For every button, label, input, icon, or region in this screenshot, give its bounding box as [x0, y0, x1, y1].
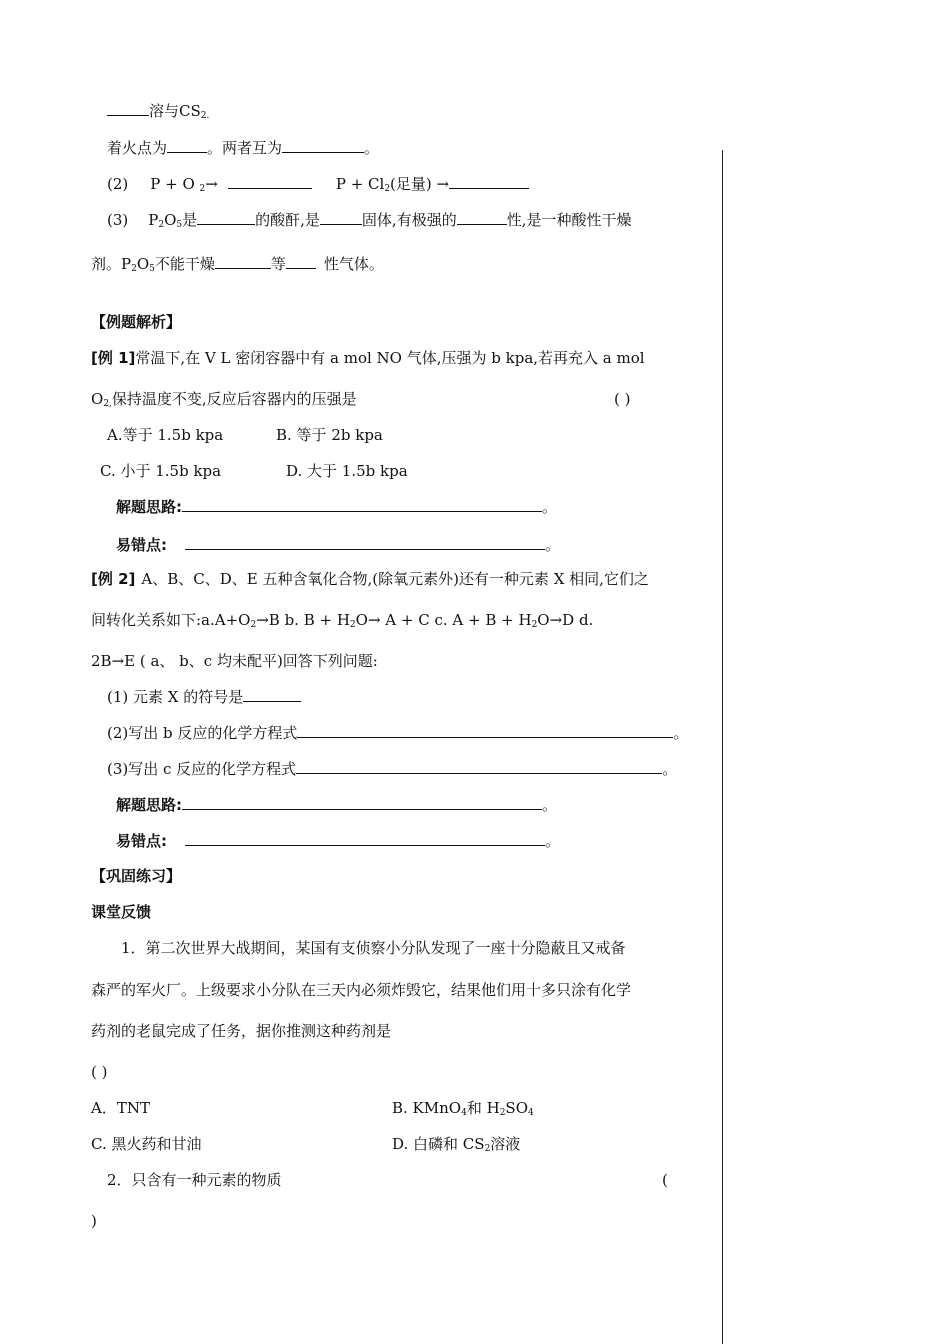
blank: [228, 174, 312, 189]
examples-heading: 【例题解析】: [91, 313, 182, 331]
problem-1-line-2: 森严的军火厂。上级要求小分队在三天内必须炸毁它，结果他们用十多只涂有化学: [91, 981, 632, 999]
error-line-1: 易错点: 。: [116, 536, 561, 554]
blank: [320, 210, 362, 225]
answer-paren: ( ): [614, 390, 631, 408]
blank: [167, 138, 207, 153]
blank: [286, 254, 316, 269]
choice-b: B. KMnO$_4$和 $H_2SO_4$: [392, 1099, 534, 1118]
option-d: D. 大于 1.5b kpa: [286, 462, 408, 480]
line-p2o5-dry: 剂。$P_2O_5$不能干燥 等 性气体。: [91, 255, 384, 274]
blank: [215, 254, 271, 269]
problem-2-paren-open: (: [662, 1171, 668, 1189]
problem-1-paren: ( ): [91, 1063, 108, 1081]
answer-blank: [297, 723, 673, 738]
question-1: (1) 元素 X 的符号是: [107, 687, 301, 707]
example-1-cont: $O_{2,}$保持温度不变,反应后容器内的压强是: [91, 390, 357, 409]
line-cs2: 溶与$CS_{2.}$: [107, 101, 209, 121]
option-a: A.等于 1.5b kpa: [107, 426, 224, 444]
blank: [197, 210, 255, 225]
answer-blank: [185, 831, 545, 846]
problem-1-line-3: 药剂的老鼠完成了任务，据你推测这种药剂是: [91, 1022, 392, 1040]
question-3: (3)写出 c 反应的化学方程式 。: [107, 760, 678, 778]
idea-line-1: 解题思路: 。: [116, 498, 558, 516]
line-ignition: 着火点为 。两者互为 。: [107, 139, 380, 157]
answer-blank: [243, 687, 301, 702]
example-2-reactions: 间转化关系如下$:a.A+O_2\to B$ b. $B + H_2O\to A + C$ c. $A + B + H_2O\to D$ d.: [91, 611, 594, 630]
answer-blank: [182, 497, 542, 512]
problem-2: 2．只含有一种元素的物质: [107, 1171, 282, 1189]
problem-2-paren-close: ): [91, 1212, 97, 1230]
practice-subheading: 课堂反馈: [91, 903, 152, 921]
example-1: [例 1]常温下,在 V L 密闭容器中有 a mol NO 气体,压强为 b kpa,若再充入 a mol: [91, 349, 645, 367]
option-c: C. 小于 1.5b kpa: [100, 462, 222, 480]
answer-blank: [185, 535, 545, 550]
practice-heading: 【巩固练习】: [91, 867, 182, 885]
option-b: B. 等于 2b kpa: [276, 426, 383, 444]
error-line-2: 易错点: 。: [116, 832, 561, 850]
blank: [107, 101, 149, 116]
margin-rule: [722, 150, 723, 1344]
blank: [282, 138, 364, 153]
choice-c: C. 黑火药和甘油: [91, 1135, 202, 1153]
line-reaction-2: (2) P + O $_2\to P + Cl_2$(足量) →: [107, 174, 529, 194]
problem-1-line-1: 1．第二次世界大战期间，某国有支侦察小分队发现了一座十分隐蔽且又戒备: [121, 939, 626, 957]
question-2: (2)写出 b 反应的化学方程式 。: [107, 724, 689, 742]
blank: [457, 210, 507, 225]
example-2-cont: 2B→E ( a、 b、c 均未配平)回答下列问题:: [91, 652, 378, 670]
blank: [449, 174, 529, 189]
idea-line-2: 解题思路: 。: [116, 796, 558, 814]
answer-blank: [182, 795, 542, 810]
choice-d: D. 白磷和 $CS_2$溶液: [392, 1135, 521, 1154]
choice-a: A．TNT: [91, 1099, 150, 1117]
answer-blank: [296, 759, 662, 774]
line-p2o5: (3) $P_2O_5$是 的酸酐,是 固体,有极强的 性,是一种酸性干燥: [107, 211, 632, 230]
example-2: [例 2] A、B、C、D、E 五种含氧化合物,(除氧元素外)还有一种元素 X 相同,它们之: [91, 570, 649, 588]
